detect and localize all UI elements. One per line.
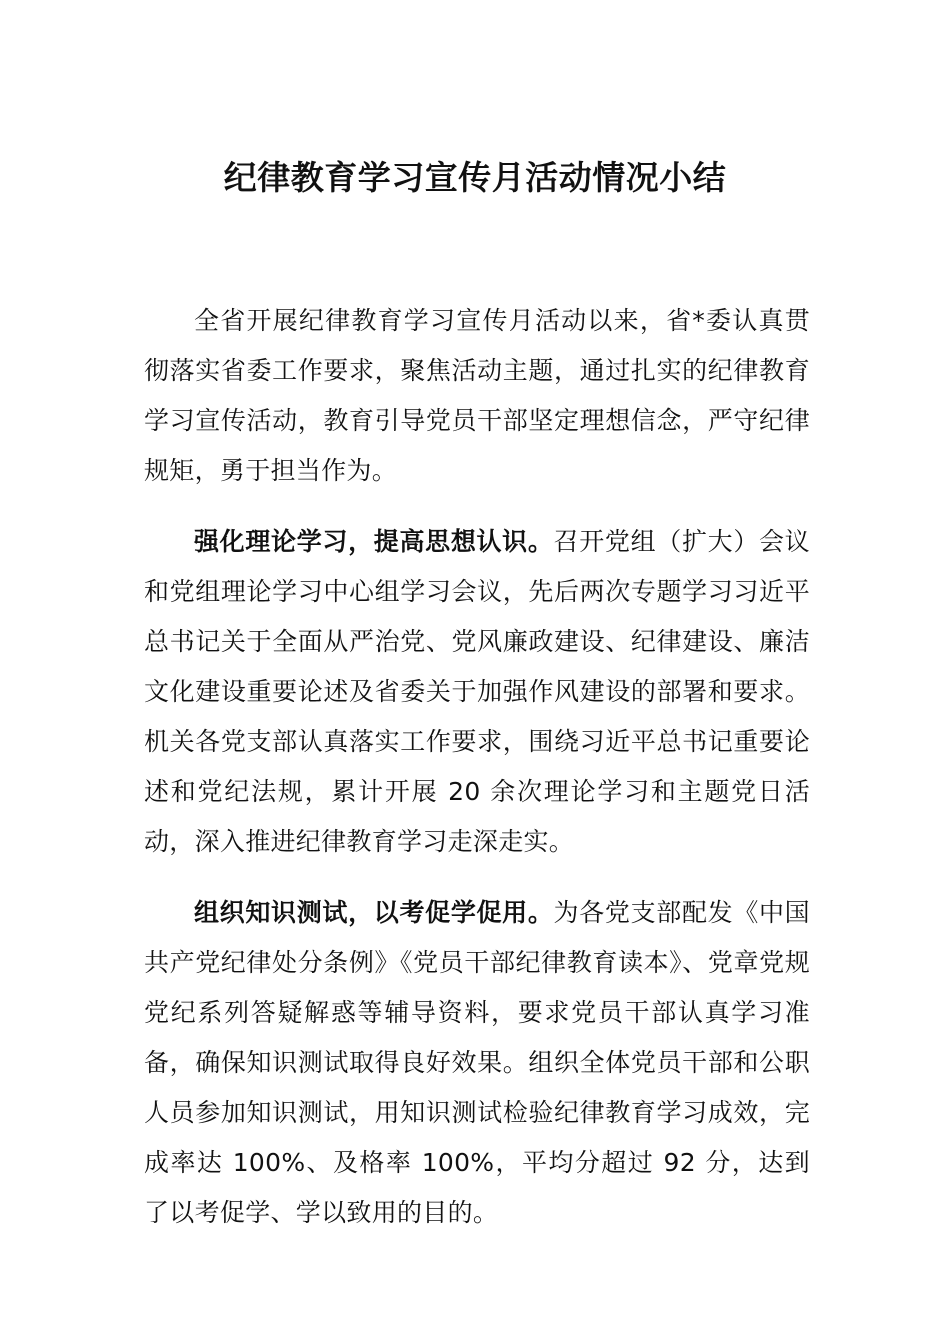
document-title: 纪律教育学习宣传月活动情况小结 <box>223 158 727 197</box>
paragraph-text: 为各党支部配发《中国共产党纪律处分条例》《党员干部纪律教育读本》、党章党规党纪系列答疑解惑等辅导资料，要求党员干部认真学习准备，确保知识测试取得良好效果。组织全体党员干部和公职人员参加知识测试，用知识测试检验纪律教育学习成效，完成率达 100%、及格率 100%，平均分超过 92 分，达到了以考促学、学以致用的目的。 <box>144 898 810 1227</box>
paragraph-lead: 强化理论学习，提高思想认识。 <box>194 527 554 556</box>
paragraph-text: 全省开展纪律教育学习宣传月活动以来，省*委认真贯彻落实省委工作要求，聚焦活动主题，通过扎实的纪律教育学习宣传活动，教育引导党员干部坚定理想信念，严守纪律规矩，勇于担当作为。 <box>144 306 810 485</box>
paragraph-theory-study <box>144 517 810 867</box>
paragraph-text: 召开党组（扩大）会议和党组理论学习中心组学习会议，先后两次专题学习习近平总书记关于全面从严治党、党风廉政建设、纪律建设、廉洁文化建设重要论述及省委关于加强作风建设的部署和要求。机关各党支部认真落实工作要求，围绕习近平总书记重要论述和党纪法规，累计开展 20 余次理论学习和主题党日活动，深入推进纪律教育学习走深走实。 <box>144 527 810 856</box>
paragraph-knowledge-test <box>144 888 810 1238</box>
document-body <box>144 296 810 1259</box>
paragraph-lead: 组织知识测试，以考促学促用。 <box>194 898 554 927</box>
paragraph-intro <box>144 296 810 496</box>
